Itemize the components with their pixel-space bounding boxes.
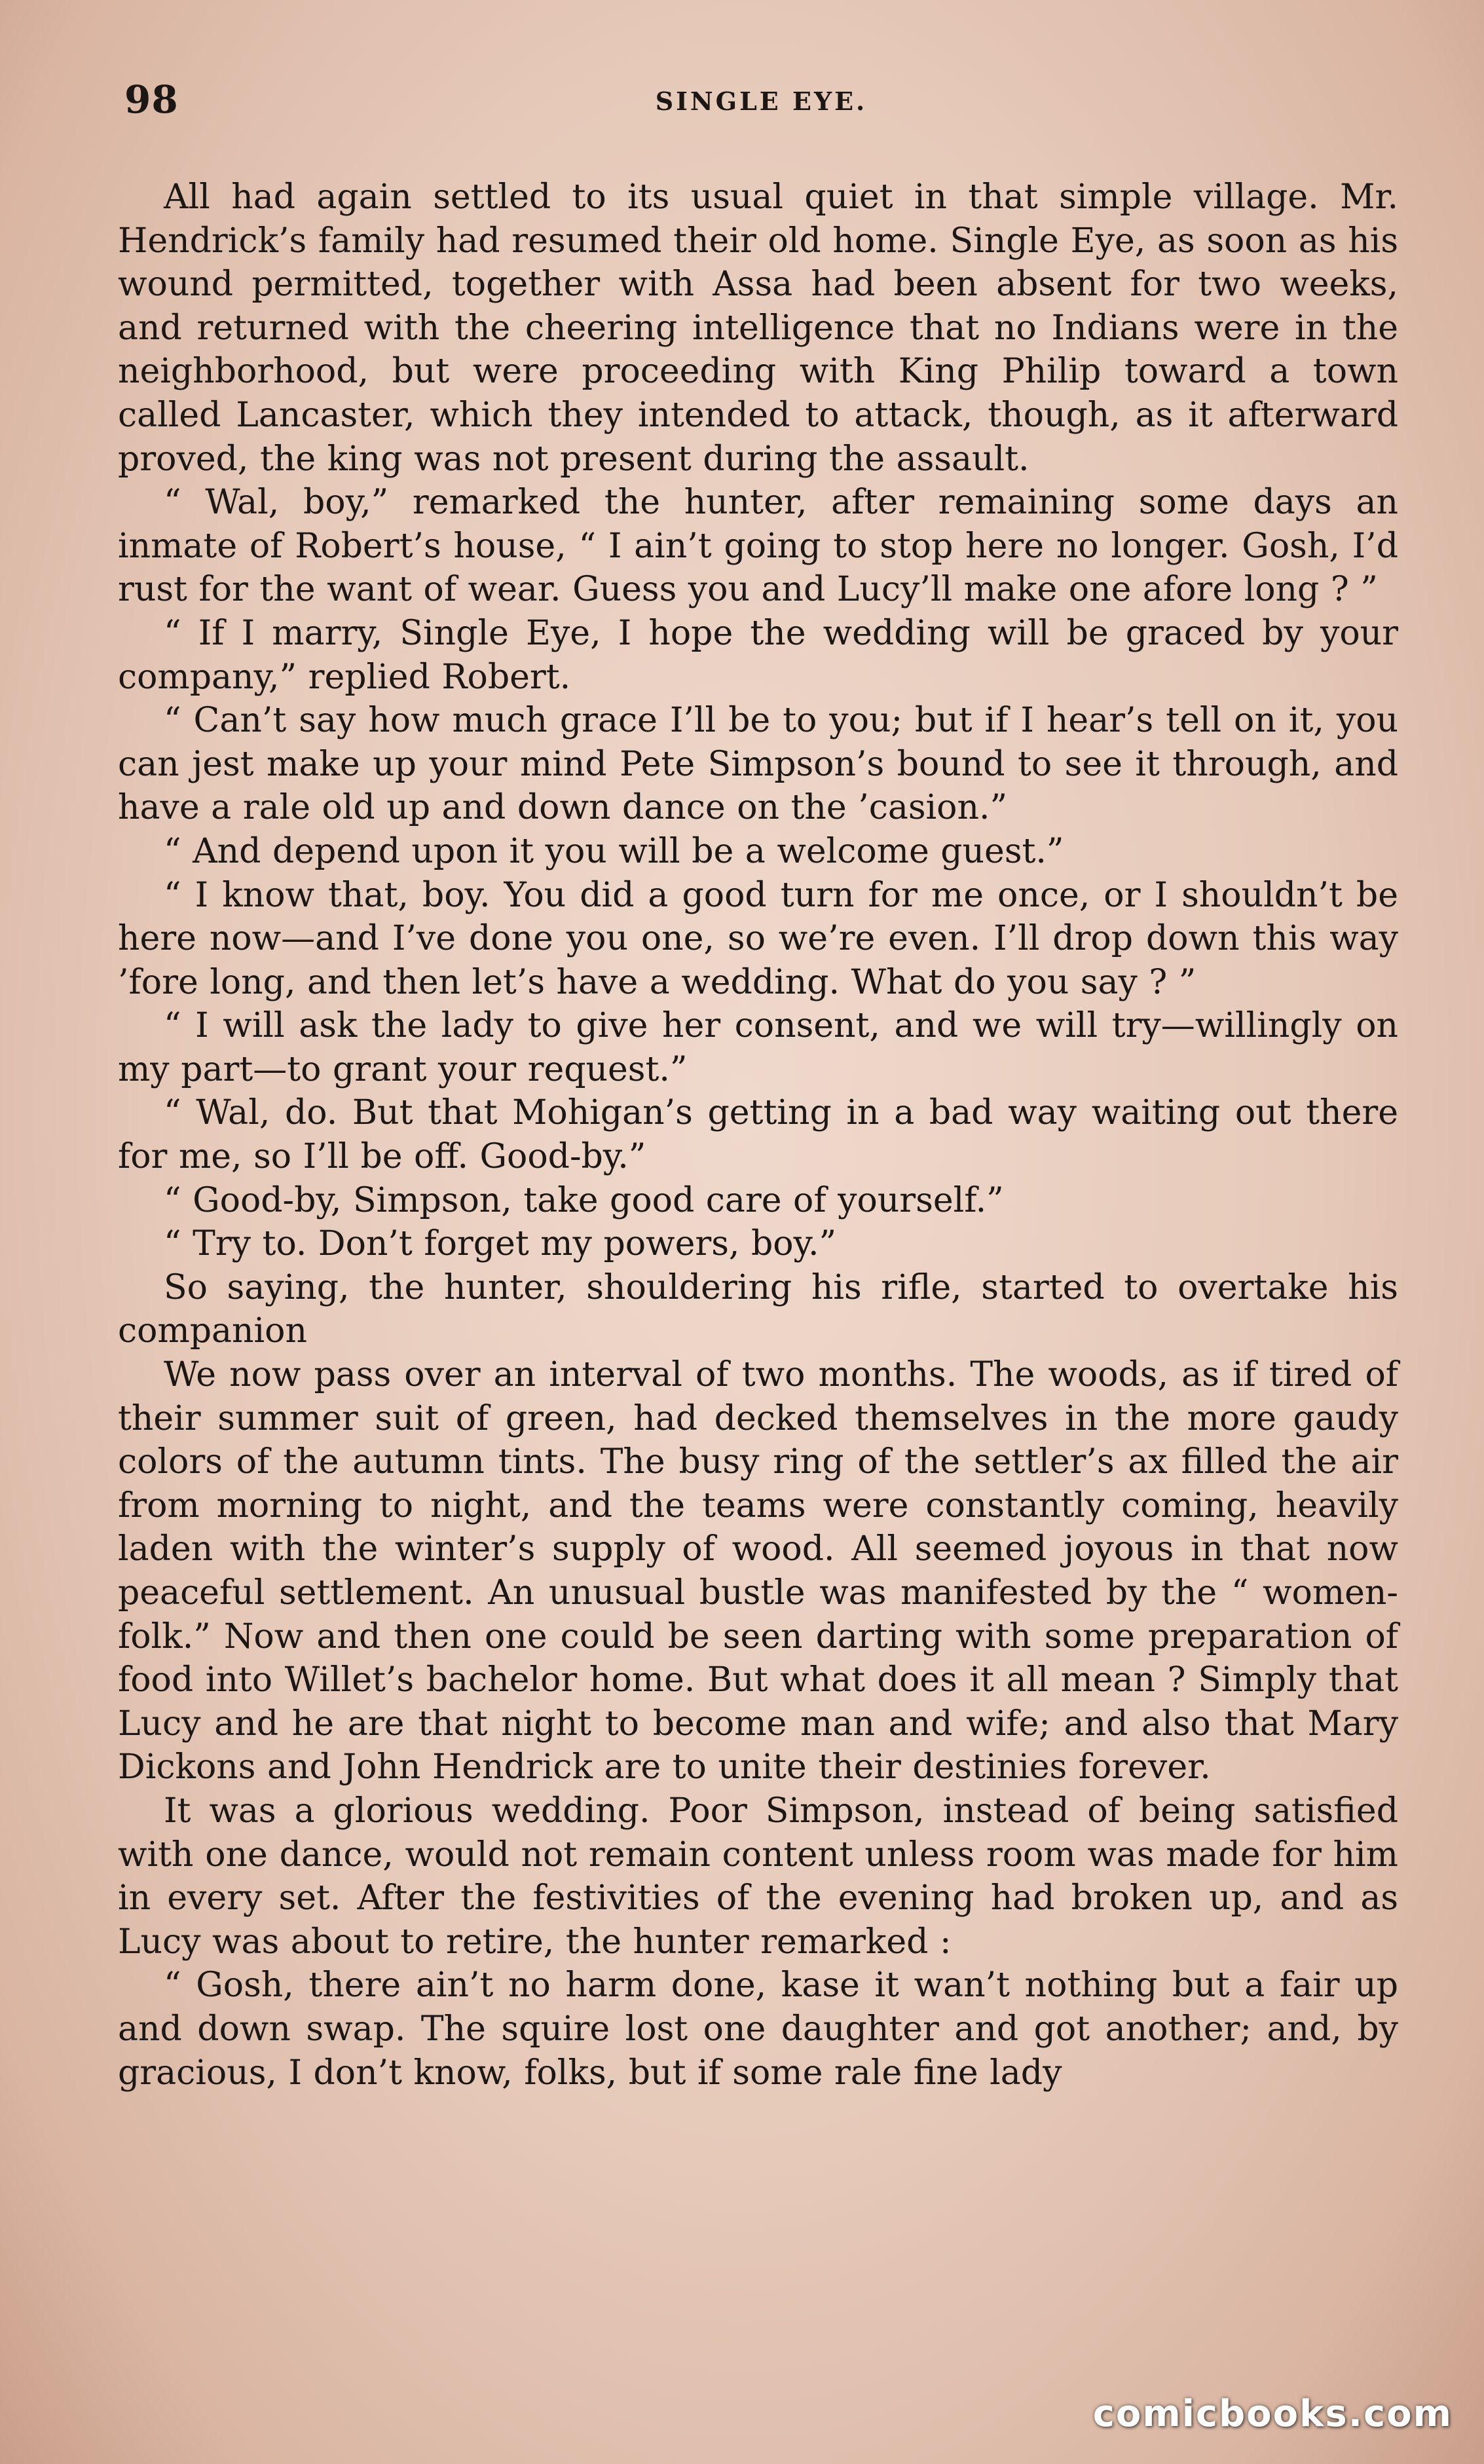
paragraph: “ Try to. Don’t forget my powers, boy.” bbox=[164, 1224, 837, 1264]
paragraph: “ I will ask the lady to give her consent, and we will try—willingly on my part—to grant your request.” bbox=[118, 1006, 1398, 1089]
paragraph: So saying, the hunter, shouldering his rifle, started to overtake his companion bbox=[118, 1267, 1398, 1351]
paragraph: “ Wal, boy,” remarked the hunter, after remaining some days an inmate of Robert’s house, “ I ain’t going to stop here no longer. Gosh, I’d rust for the want of wear. Guess you and Lucy’ll make one afore long ? ” bbox=[118, 483, 1398, 610]
page-number: 98 bbox=[124, 77, 179, 122]
paragraph: We now pass over an interval of two months. The woods, as if tired of their summer suit of green, had decked themselves in the more gaudy colors of the autumn tints. The busy ring of the settler’s ax filled the air from morning to night, and the teams were constantly coming, heavily laden with the winter’s supply of wood. All seemed joyous in that now peaceful settlement. An unusual bustle was manifested by the “ women-folk.” Now and then one could be seen darting with some preparation of food into Willet’s bachelor home. But what does it all mean ? Simply that Lucy and he are that night to become man and wife; and also that Mary Dickons and John Hendrick are to unite their destinies forever. bbox=[118, 1355, 1398, 1787]
paragraph: It was a glorious wedding. Poor Simpson, instead of being satisfied with one dance, would not remain content unless room was made for him in every set. After the festivities of the evening had broken up, and as Lucy was about to retire, the hunter remarked : bbox=[118, 1791, 1398, 1962]
paragraph: “ Good-by, Simpson, take good care of yourself.” bbox=[164, 1180, 1004, 1220]
paragraph: “ If I marry, Single Eye, I hope the wedding will be graced by your company,” replied Robert. bbox=[118, 613, 1398, 697]
running-title: SINGLE EYE. bbox=[655, 86, 868, 116]
paragraph: “ I know that, boy. You did a good turn for me once, or I shouldn’t be here now—and I’ve done you one, so we’re even. I’ll drop down this way ’fore long, and then let’s have a wedding. What do you say ? ” bbox=[118, 875, 1398, 1002]
paragraph: “ And depend upon it you will be a welcome guest.” bbox=[164, 831, 1064, 871]
page-header bbox=[124, 77, 1398, 130]
paragraph: “ Can’t say how much grace I’ll be to you; but if I hear’s tell on it, you can jest make up your mind Pete Simpson’s bound to see it through, and have a rale old up and down dance on the ’casion.” bbox=[118, 701, 1398, 828]
paragraph: “ Gosh, there ain’t no harm done, kase it wan’t nothing but a fair up and down swap. The squire lost one daughter and got another; and, by gracious, I don’t know, folks, but if some rale fine lady bbox=[118, 1966, 1398, 2093]
paragraph: “ Wal, do. But that Mohigan’s getting in a bad way waiting out there for me, so I’ll be off. Good-by.” bbox=[118, 1093, 1398, 1177]
watermark-text: comicbooks.com bbox=[1092, 2393, 1453, 2435]
body-text bbox=[118, 176, 1398, 2095]
paragraph: All had again settled to its usual quiet in that simple village. Mr. Hendrick’s family had resumed their old home. Single Eye, as soon as his wound permitted, together with Assa had been absent for two weeks, and returned with the cheering intelligence that no Indians were in the neighborhood, but were proceeding with King Philip toward a town called Lancaster, which they intended to attack, though, as it afterward proved, the king was not present during the assault. bbox=[118, 177, 1398, 479]
